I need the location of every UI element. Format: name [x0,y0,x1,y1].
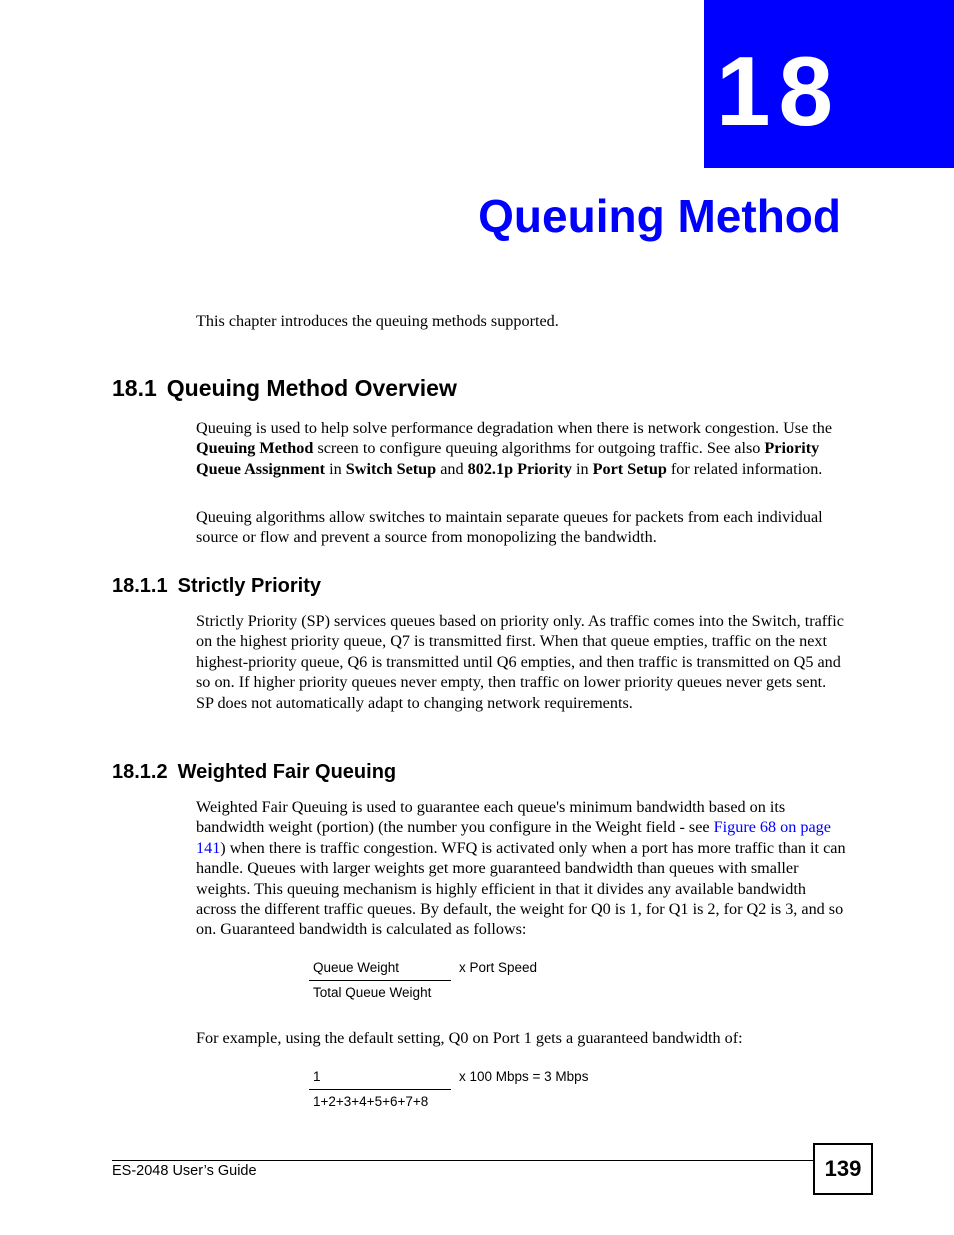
strictly-priority-paragraph: Strictly Priority (SP) services queues based on priority only. As traffic comes into the Switch, traffic on the highest priority queue, Q7 is transmitted first. When that queue empties, traffic on the next highest-priority queue, Q6 is transmitted until Q6 empties, and then traffic is transmitted on Q5 and so on. If higher priority queues never empty, then traffic on lower priority queues never gets sent. SP does not automatically adapt to changing network requirements. [196,612,844,712]
page-number: 139 [813,1143,873,1195]
example-paragraph: For example, using the default setting, Q0 on Port 1 gets a guaranteed bandwidth of: [196,1029,743,1047]
section-heading-wfq [112,760,396,784]
text-run: and [436,459,468,478]
text-run: for related information. [666,459,823,478]
section-number: 18.1.1 [112,575,168,597]
section-number: 18.1 [112,375,157,401]
overview-paragraph-2: Queuing algorithms allow switches to maintain separate queues for packets from each individual source or flow and prevent a source from monopolizing the bandwidth. [196,508,823,547]
example-numerator: 1 [313,1069,321,1084]
section-number: 18.1.2 [112,761,168,783]
section-title: Strictly Priority [177,575,321,597]
example-multiplier: x 100 Mbps = 3 Mbps [459,1069,589,1084]
text-run: screen to configure queuing algorithms for outgoing traffic. See also [313,439,765,458]
bold-run: Priority Queue Assignment [196,439,820,478]
bold-run: Switch Setup [345,459,437,478]
wfq-paragraph [196,797,846,940]
intro-paragraph: This chapter introduces the queuing methods supported. [196,312,559,330]
example-fraction-line [309,1089,451,1090]
chapter-title: Queuing Method [478,190,841,242]
text-run: in [325,459,346,478]
formula-numerator: Queue Weight [313,960,400,975]
formula-multiplier: x Port Speed [459,960,538,975]
bold-run: Port Setup [592,459,667,478]
footer-rule [112,1160,813,1161]
text-run: Weighted Fair Queuing is used to guarantee each queue's minimum bandwidth based on its bandwidth weight (portion) (the number you configure in the Weight field - see [196,798,786,837]
section-title: Queuing Method Overview [166,375,457,401]
section-heading-strictly-priority [112,574,321,598]
section-heading-overview [112,374,457,402]
bold-run: Queuing Method [196,439,314,458]
chapter-number: 18 [716,36,842,146]
formula-denominator: Total Queue Weight [313,985,432,1000]
figure-link[interactable]: Figure 68 on page 141 [196,818,831,857]
text-run: ) when there is traffic congestion. WFQ is activated only when a port has more traffic than it can handle. Queues with larger weights get more guaranteed bandwidth than queues with smaller weights. This queuing mechanism is highly efficient in that it divides any available bandwidth across the different traffic queues. By default, the weight for Q0 is 1, for Q1 is 2, for Q2 is 3, and so on. Guaranteed bandwidth is calculated as follows: [196,838,846,939]
text-run: Queuing is used to help solve performance degradation when there is network congestion. Use the [196,419,833,437]
section-title: Weighted Fair Queuing [177,761,397,783]
text-run: in [571,459,593,478]
formula-fraction-line [309,980,451,981]
overview-paragraph-1 [196,418,846,479]
example-denominator: 1+2+3+4+5+6+7+8 [313,1094,429,1109]
footer-guide-title: ES-2048 User’s Guide [112,1163,257,1179]
bold-run: 802.1p Priority [467,459,572,478]
